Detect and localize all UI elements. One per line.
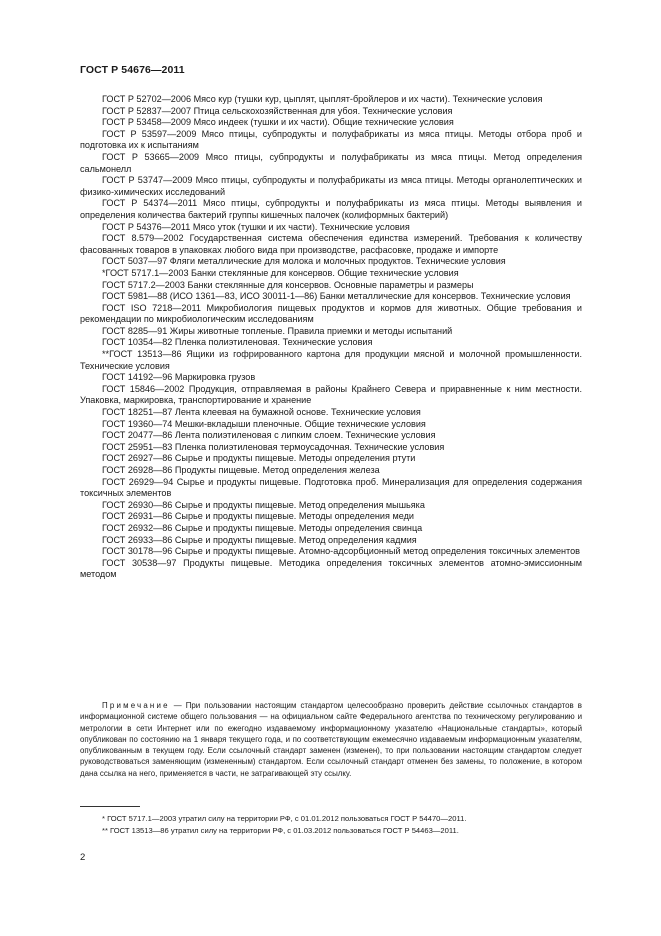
footnotes: [80, 813, 582, 836]
reference-item: ГОСТ 14192—96 Маркировка грузов: [102, 372, 256, 383]
note-text: — При пользовании настоящим стандартом целесообразно проверить действие ссылочных стандартов в информационной системе общего пользования — на официальном сайте Федерального агентства по техническому регулированию и метрологии в сети Интернет или по ежегодно издаваемому информационному указателю «Национальные стандарты», который опубликован по состоянию на 1 января текущего года, и по соответствующим ежемесячно издаваемым информационным указателям, опубликованным в текущем году. Если ссылочный стандарт заменен (изменен), то при пользовании настоящим стандартом следует руководствоваться заменяющим (измененным) стандартом. Если ссылочный стандарт отменен без замены, то положение, в котором дана ссылка на него, применяется в части, не затрагивающей эту ссылку.: [80, 701, 582, 778]
reference-item: ГОСТ Р 52702—2006 Мясо кур (тушки кур, цыплят, цыплят-бройлеров и их части). Технические условия: [102, 94, 543, 104]
footnote-divider: [80, 806, 140, 807]
reference-item: ГОСТ 5981—88 (ИСО 1361—83, ИСО 30011-1—86) Банки металлические для консервов. Технические условия: [102, 291, 571, 302]
footnote-item: * ГОСТ 5717.1—2003 утратил силу на территории РФ, с 01.01.2012 пользоваться ГОСТ Р 54470—2011.: [102, 814, 467, 823]
normative-references-list: [80, 94, 582, 581]
reference-item: ГОСТ 30178—96 Сырье и продукты пищевые. Атомно-адсорбционный метод определения токсичных элементов: [102, 546, 580, 557]
reference-item: ГОСТ 26927—86 Сырье и продукты пищевые. Методы определения ртути: [102, 453, 416, 464]
note-block: [80, 700, 582, 779]
reference-item: ГОСТ 26932—86 Сырье и продукты пищевые. Методы определения свинца: [102, 522, 423, 533]
reference-item: ГОСТ 30538—97 Продукты пищевые. Методика определения токсичных элементов атомно-эмиссионным методом: [80, 557, 582, 580]
reference-item: ГОСТ 18251—87 Лента клеевая на бумажной основе. Технические условия: [102, 407, 421, 418]
reference-item: ГОСТ 26931—86 Сырье и продукты пищевые. Методы определения меди: [102, 511, 414, 522]
reference-item: ГОСТ 26928—86 Продукты пищевые. Метод определения железа: [102, 465, 380, 475]
reference-item: ГОСТ Р 53665—2009 Мясо птицы, субпродукты и полуфабрикаты из мяса птицы. Метод определения сальмонелл: [80, 151, 582, 174]
reference-item: **ГОСТ 13513—86 Ящики из гофрированного картона для продукции мясной и молочной промышленности. Технические условия: [80, 349, 582, 371]
page-number: 2: [80, 852, 86, 863]
reference-item: ГОСТ 26933—86 Сырье и продукты пищевые. Метод определения кадмия: [102, 534, 417, 545]
reference-item: ГОСТ 25951—83 Пленка полиэтиленовая термоусадочная. Технические условия: [102, 441, 445, 452]
reference-item: ГОСТ 26930—86 Сырье и продукты пищевые. Метод определения мышьяка: [102, 499, 425, 510]
reference-item: ГОСТ Р 52837—2007 Птица сельскохозяйственная для убоя. Технические условия: [102, 105, 453, 116]
reference-item: ГОСТ 10354—82 Пленка полиэтиленовая. Технические условия: [102, 337, 373, 348]
reference-item: ГОСТ Р 54376—2011 Мясо уток (тушки и их части). Технические условия: [102, 221, 410, 232]
reference-item: ГОСТ 19360—74 Мешки-вкладыши пленочные. Общие технические условия: [102, 418, 426, 429]
reference-item: ГОСТ 26929—94 Сырье и продукты пищевые. Подготовка проб. Минерализация для определения содержания токсичных элементов: [80, 476, 582, 499]
reference-item: ГОСТ Р 54374—2011 Мясо птицы, субпродукты и полуфабрикаты из мяса птицы. Методы выявления и определения количества бактерий группы кишечных палочек (колиформных бактерий): [80, 198, 582, 220]
footnote-item: ** ГОСТ 13513—86 утратил силу на территории РФ, с 01.03.2012 пользоваться ГОСТ Р 54463—2011.: [102, 825, 459, 835]
reference-item: ГОСТ 8285—91 Жиры животные топленые. Правила приемки и методы испытаний: [102, 325, 453, 336]
reference-item: ГОСТ 8.579—2002 Государственная система обеспечения единства измерений. Требования к количеству фасованных товаров в упаковках любого вида при производстве, расфасовке, продаже и импорте: [80, 233, 582, 255]
reference-item: ГОСТ ISO 7218—2011 Микробиология пищевых продуктов и кормов для животных. Общие требования и рекомендации по микробиологическим исследованиям: [80, 302, 582, 325]
reference-item: ГОСТ Р 53458—2009 Мясо индеек (тушки и их части). Общие технические условия: [102, 117, 454, 128]
page-header-title: ГОСТ Р 54676—2011: [80, 64, 185, 76]
reference-item: ГОСТ 5717.2—2003 Банки стеклянные для консервов. Основные параметры и размеры: [102, 279, 474, 290]
reference-item: ГОСТ 20477—86 Лента полиэтиленовая с липким слоем. Технические условия: [102, 430, 436, 441]
reference-item: *ГОСТ 5717.1—2003 Банки стеклянные для консервов. Общие технические условия: [102, 267, 459, 278]
reference-item: ГОСТ Р 53747—2009 Мясо птицы, субпродукты и полуфабрикаты из мяса птицы. Методы органолептических и физико-химических исследований: [80, 175, 582, 197]
note-lead: Примечание: [102, 701, 170, 710]
reference-item: ГОСТ Р 53597—2009 Мясо птицы, субпродукты и полуфабрикаты из мяса птицы. Методы отбора проб и подготовка их к испытаниям: [80, 128, 582, 151]
reference-item: ГОСТ 15846—2002 Продукция, отправляемая в районы Крайнего Севера и приравненные к ним местности. Упаковка, маркировка, транспортирование и хранение: [80, 383, 582, 406]
reference-item: ГОСТ 5037—97 Фляги металлические для молока и молочных продуктов. Технические условия: [102, 256, 506, 267]
